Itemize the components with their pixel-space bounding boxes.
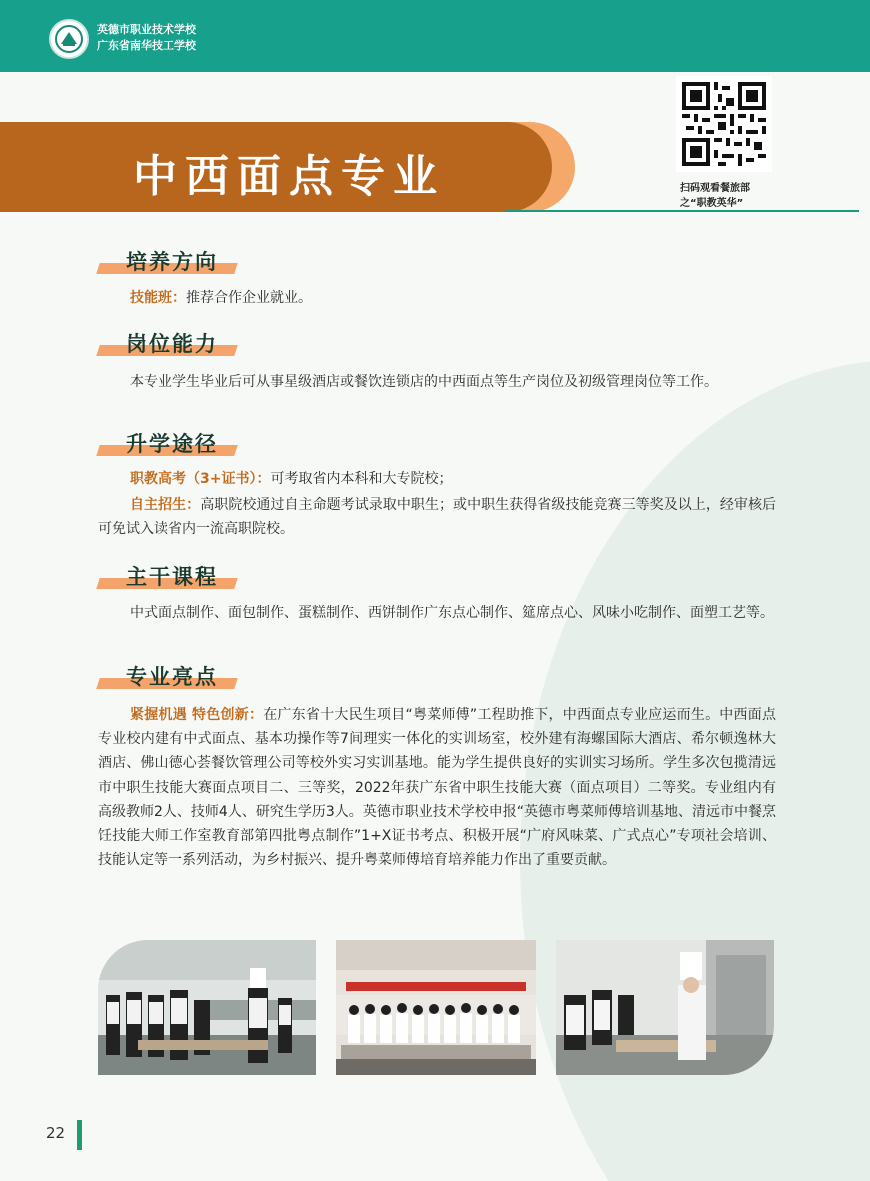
section-training-body (130, 286, 776, 310)
school-name-1: 英德市职业技术学校 (97, 23, 196, 36)
school-logo-icon (49, 19, 89, 59)
label-vocational-exam: 职教高考（3+证书）： (130, 471, 271, 487)
section-title-job-ability (98, 331, 238, 357)
page-title: 中西面点专业 (133, 151, 445, 202)
qr-code[interactable] (676, 76, 772, 172)
qr-caption-line-1: 扫码观看餐旅部 (680, 183, 750, 194)
section-courses-body: 中式面点制作、面包制作、蛋糕制作、西饼制作广东点心制作、筵席点心、风味小吃制作、面塑工艺等。 (130, 605, 774, 621)
photo-students-kneading (98, 940, 316, 1075)
page-number-bar (77, 1120, 82, 1150)
section-title-training (98, 249, 238, 275)
section-title-text: 岗位能力 (126, 332, 218, 356)
text-skill-class: 推荐合作企业就业。 (186, 290, 312, 306)
section-title-text: 升学途径 (126, 432, 218, 456)
qr-caption-line-2: 之“职教英华” (680, 198, 744, 209)
school-names (97, 22, 196, 54)
section-title-text: 培养方向 (126, 250, 218, 274)
qr-code-icon (682, 82, 766, 166)
section-title-courses (98, 564, 238, 590)
label-highlights: 紧握机遇 特色创新： (130, 707, 264, 723)
section-further-study-body-1 (98, 467, 776, 491)
section-title-further-study (98, 431, 238, 457)
section-further-study-body-2 (98, 493, 776, 541)
photo-group-display (336, 940, 536, 1075)
section-title-text: 专业亮点 (126, 665, 218, 689)
photo-chef-teaching (556, 940, 774, 1075)
section-job-ability-body: 本专业学生毕业后可从事星级酒店或餐饮连锁店的中西面点等生产岗位及初级管理岗位等工作。 (130, 374, 718, 390)
text-highlights: 在广东省十大民生项目“粤菜师傅”工程助推下，中西面点专业应运而生。中西面点专业校内建有中式面点、基本功操作等7间理实一体化的实训场室，校外建有海螺国际大酒店、希尔顿逸林大酒店、佛山德心荟餐饮管理公司等校外实习实训基地。能为学生提供良好的实训实习场所。学生多次包揽清远市中职生技能大赛面点项目二、三等奖，2022年获广东省中职生技能大赛（面点项目）二等奖。专业组内有高级教师2人、技师4人、研究生学历3人。英德市职业技术学校申报“英德市粤菜师傅培训基地、清远市中餐烹饪技能大师工作室教育部第四批粤点制作”1+X证书考点、积极开展“广府风味菜、广式点心”专项社会培训、技能认定等一系列活动，为乡村振兴、提升粤菜师傅培育培养能力作出了重要贡献。 (98, 707, 776, 869)
text-independent-admission: 高职院校通过自主命题考试录取中职生；或中职生获得省级技能竞赛三等奖及以上，经审核后可免试入读省内一流高职院校。 (98, 497, 777, 537)
school-name-2: 广东省南华技工学校 (97, 39, 196, 52)
page-number: 22 (46, 1124, 66, 1142)
text-vocational-exam: 可考取省内本科和大专院校； (270, 471, 453, 487)
qr-caption (680, 181, 750, 211)
page-header (0, 0, 870, 72)
section-title-highlights (98, 664, 238, 690)
section-title-text: 主干课程 (126, 565, 218, 589)
section-highlights-body (98, 703, 776, 872)
label-skill-class: 技能班： (130, 290, 186, 306)
label-independent-admission: 自主招生： (130, 497, 201, 513)
